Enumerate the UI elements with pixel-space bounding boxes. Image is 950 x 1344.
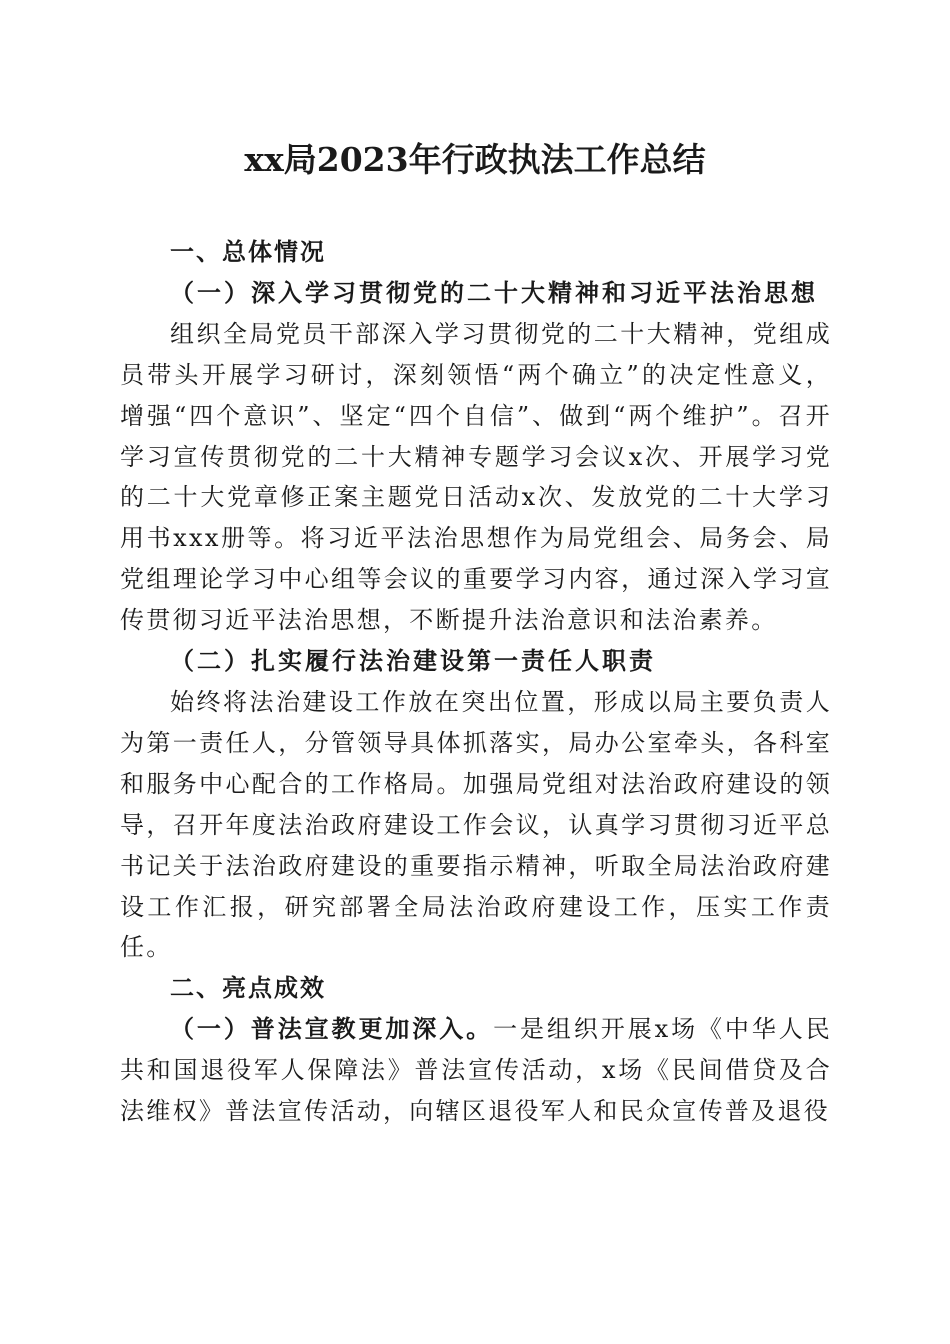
section-heading-overview: 一、总体情况 [170, 238, 326, 266]
paragraph-study: 组织全局党员干部深入学习贯彻党的二十大精神，党组成员带头开展学习研讨，深刻领悟“两个确立”的决定性意义，增强“四个意识”、坚定“四个自信”、做到“两个维护”。召开学习宣传贯彻党的二十大精神专题学习会议x次、开展学习党的二十大党章修正案主题党日活动x次、发放党的二十大学习用书xxx册等。将习近平法治思想作为局党组会、局务会、局党组理论学习中心组等会议的重要学习内容，通过深入学习宣传贯彻习近平法治思想，不断提升法治意识和法治素养。 [120, 319, 832, 635]
paragraph-legal-education [120, 1009, 832, 1132]
subsection-heading-study: （一）深入学习贯彻党的二十大精神和习近平法治思想 [170, 277, 818, 307]
subsection-heading-responsibility: （二）扎实履行法治建设第一责任人职责 [170, 646, 656, 676]
document-title: xx局2023年行政执法工作总结 [244, 140, 706, 179]
section-heading-highlights: 二、亮点成效 [170, 974, 326, 1003]
document-body [120, 232, 832, 1132]
paragraph-legal-education-body: 一是组织开展x场《中华人民共和国退役军人保障法》普法宣传活动，x场《民间借贷及合法维权》普法宣传活动，向辖区退役军人和民众宣传普及退役 [120, 1015, 832, 1126]
paragraph-responsibility: 始终将法治建设工作放在突出位置，形成以局主要负责人为第一责任人，分管领导具体抓落实，局办公室牵头，各科室和服务中心配合的工作格局。加强局党组对法治政府建设的领导，召开年度法治政府建设工作会议，认真学习贯彻习近平总书记关于法治政府建设的重要指示精神，听取全局法治政府建设工作汇报，研究部署全局法治政府建设工作，压实工作责任。 [120, 687, 832, 962]
paragraph-lead: （一）普法宣教更加深入。 [170, 1014, 494, 1044]
